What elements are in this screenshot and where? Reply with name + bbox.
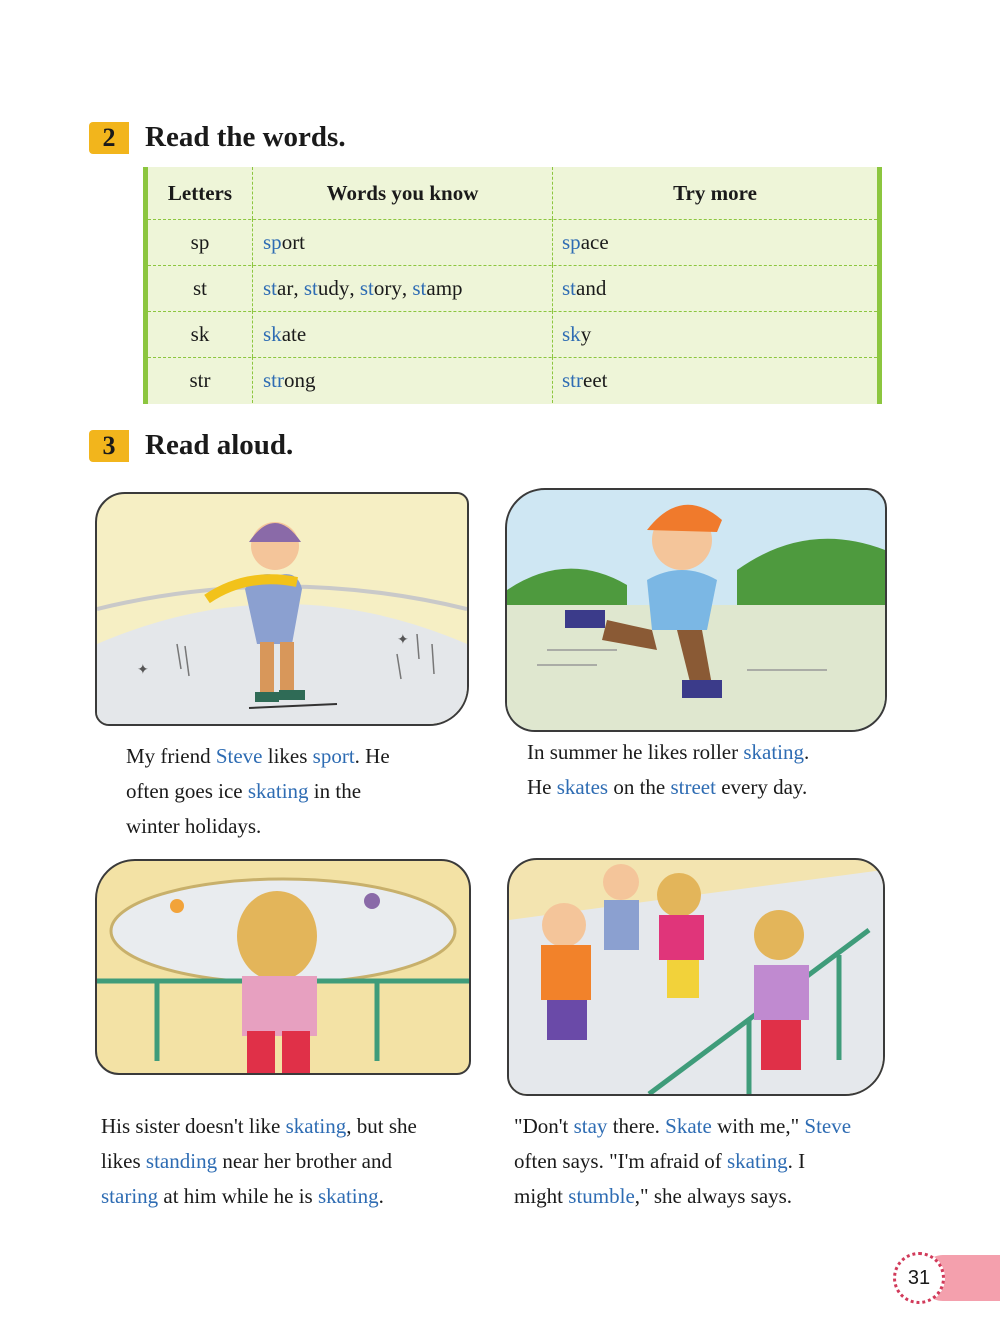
section-3-heading <box>89 429 293 462</box>
header-try-more: Try more <box>673 180 757 205</box>
section-number-badge: 2 <box>89 122 129 154</box>
header-letters: Letters <box>148 167 253 219</box>
section-2-heading <box>89 121 346 154</box>
table-row <box>148 219 877 265</box>
text-line: often goes ice skating in the <box>126 779 362 803</box>
try-more-cell: sk y <box>562 321 592 346</box>
text-line: likes standing near her brother and <box>101 1149 393 1173</box>
known-words-cell: st ar , st udy , st ory , st amp <box>253 265 553 311</box>
text-line: winter holidays. <box>126 814 262 838</box>
paragraph-3 <box>101 1109 417 1214</box>
section-title: Read the words. <box>145 121 346 153</box>
section-title: Read aloud. <box>145 429 294 461</box>
illustration-sister-watching <box>95 859 471 1075</box>
text-line: "Don't stay there. Skate with me," Steve <box>514 1114 852 1138</box>
known-words-cell: sp ort <box>253 219 553 265</box>
text-line: He skates on the street every day. <box>527 775 808 799</box>
page-number: 31 <box>893 1252 945 1304</box>
table-row <box>148 311 877 357</box>
letters-cell: sp <box>148 219 253 265</box>
section-number-badge: 3 <box>89 430 129 462</box>
letters-cell: st <box>148 265 253 311</box>
illustration-ice-skating <box>95 492 469 726</box>
words-table <box>143 167 882 404</box>
try-more-cell: str eet <box>562 367 608 392</box>
known-words-cell: sk ate <box>253 311 553 357</box>
letters-cell: str <box>148 357 253 403</box>
svg-text:✦: ✦ <box>397 633 409 648</box>
paragraph-2 <box>527 735 809 805</box>
try-more-cell: sp ace <box>562 229 609 254</box>
illustration-roller-skating <box>505 488 887 732</box>
illustration-conversation <box>507 858 885 1096</box>
text-line: staring at him while he is skating. <box>101 1184 384 1208</box>
header-words-you-know: Words you know <box>253 167 553 219</box>
text-line: My friend Steve likes sport. He <box>126 744 390 768</box>
table-row <box>148 265 877 311</box>
paragraph-4 <box>514 1109 851 1214</box>
try-more-cell: st and <box>562 275 607 300</box>
text-line: In summer he likes roller skating. <box>527 740 810 764</box>
text-line: might stumble," she always says. <box>514 1184 793 1208</box>
letters-cell: sk <box>148 311 253 357</box>
svg-text:✦: ✦ <box>137 663 149 678</box>
table-row <box>148 357 877 403</box>
text-line: His sister doesn't like skating, but she <box>101 1114 417 1138</box>
table-header-row <box>148 167 877 219</box>
text-line: often says. "I'm afraid of skating. I <box>514 1149 806 1173</box>
paragraph-1 <box>126 739 390 844</box>
known-words-cell: str ong <box>253 357 553 403</box>
